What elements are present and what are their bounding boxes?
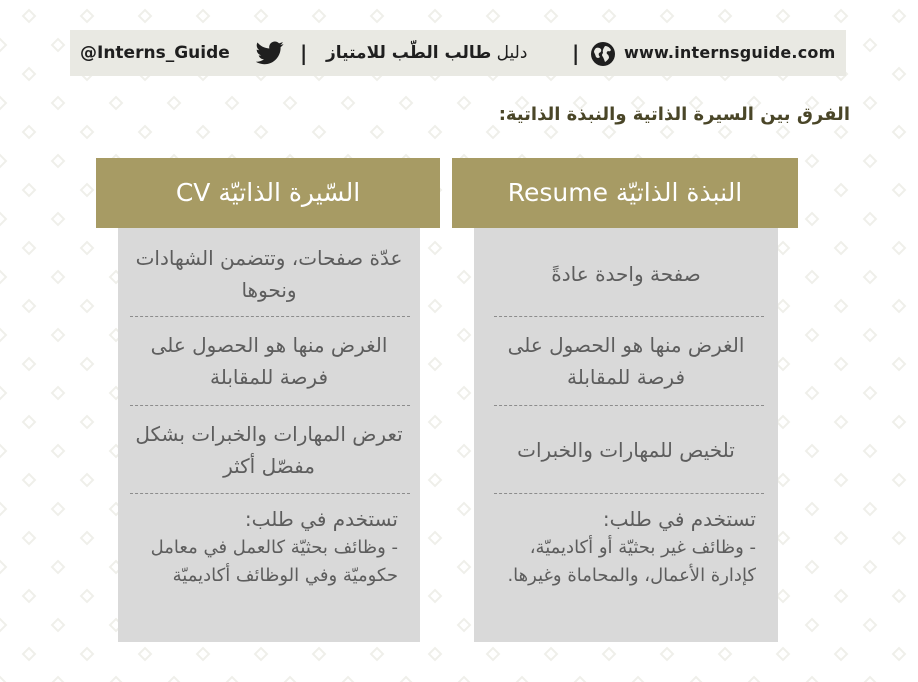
page-title: الفرق بين السيرة الذاتية والنبذة الذاتية:	[498, 104, 850, 125]
cv-heading: السّيرة الذاتيّة CV	[96, 158, 440, 228]
guide-name-bold: طالب الطّب للامتياز	[326, 43, 492, 63]
row-divider	[130, 405, 410, 406]
resume-usage-text: - وظائف غير بحثيّة أو أكاديميّة، كإدارة الأعمال، والمحاماة وغيرها.	[507, 537, 756, 586]
resume-row-skills: تلخيص للمهارات والخبرات	[517, 438, 735, 462]
row-divider	[494, 493, 764, 494]
website-link[interactable]: www.internsguide.com	[624, 43, 836, 62]
cv-row-usage	[118, 504, 420, 634]
guide-name	[326, 30, 527, 76]
cv-usage-text: - وظائف بحثيّة كالعمل في معامل حكوميّة وفي الوظائف أكاديميّة	[150, 537, 398, 586]
header-separator-2: |	[572, 41, 580, 65]
resume-usage-title: تستخدم في طلب:	[602, 507, 756, 531]
header-separator: |	[300, 41, 308, 65]
resume-row-purpose: الغرض منها هو الحصول على فرصة للمقابلة	[507, 333, 745, 389]
globe-icon	[590, 41, 616, 67]
row-divider	[494, 316, 764, 317]
twitter-handle[interactable]: @Interns_Guide	[80, 43, 230, 63]
row-divider	[130, 316, 410, 317]
row-divider	[130, 493, 410, 494]
row-divider	[494, 405, 764, 406]
resume-row-usage	[474, 504, 778, 634]
resume-row-pages: صفحة واحدة عادةً	[551, 262, 701, 286]
header-bar	[70, 30, 846, 76]
cv-row-pages: عدّة صفحات، وتتضمن الشهادات ونحوها	[135, 246, 403, 302]
guide-name-prefix: دليل	[491, 43, 528, 63]
twitter-bird-icon	[256, 41, 284, 65]
cv-row-skills: تعرض المهارات والخبرات بشكل مفصّل أكثر	[135, 422, 403, 478]
cv-usage-title: تستخدم في طلب:	[244, 507, 398, 531]
resume-heading: النبذة الذاتيّة Resume	[452, 158, 798, 228]
cv-row-purpose: الغرض منها هو الحصول على فرصة للمقابلة	[150, 333, 388, 389]
